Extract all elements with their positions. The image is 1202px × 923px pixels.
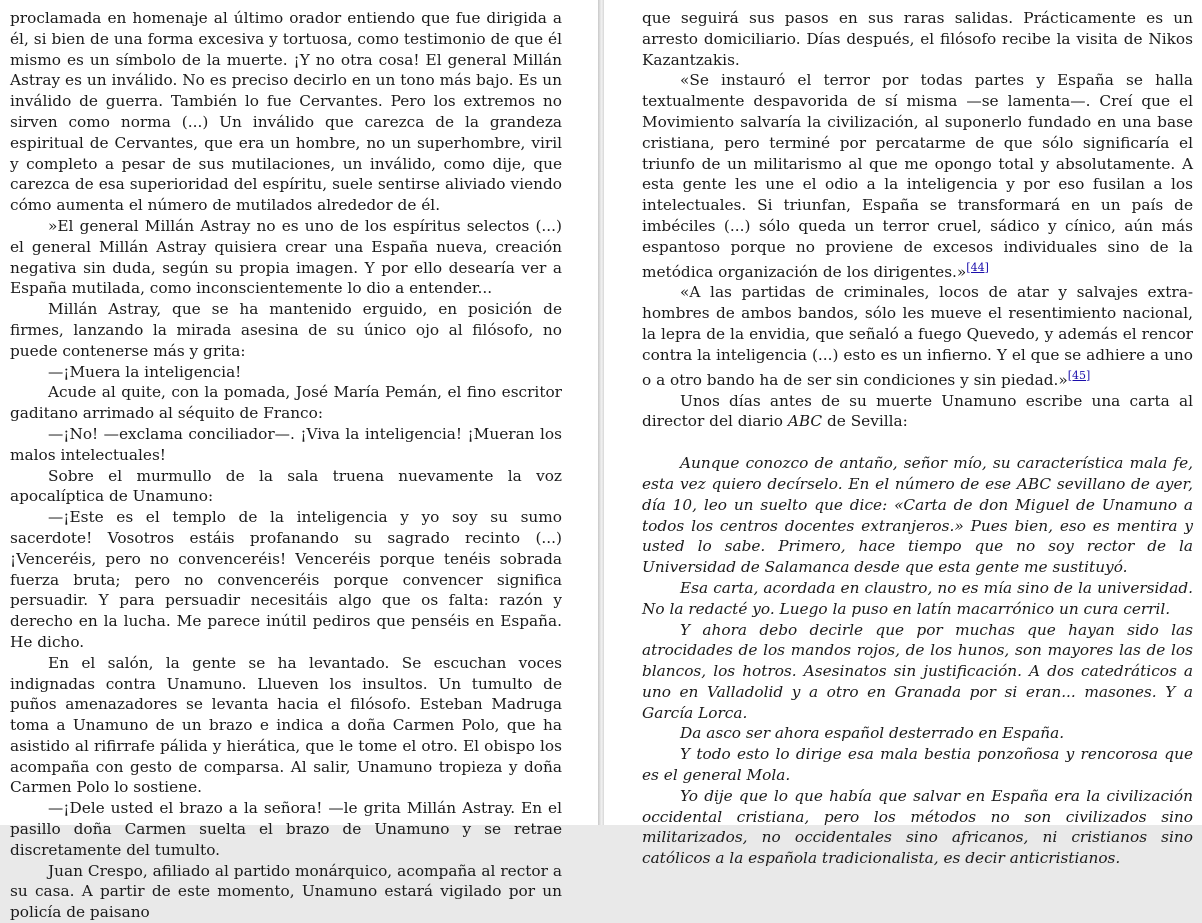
letter-paragraph: Y todo esto lo dirige esa mala bestia ponzoñosa y rencorosa que es el general Mola.	[642, 745, 1193, 785]
paragraph	[642, 282, 1193, 390]
paragraph: —¡No! —exclama conciliador—. ¡Viva la inteligencia! ¡Mueran los malos intelectuales!	[10, 424, 562, 464]
paragraph: Acude al quite, con la pomada, José María Pemán, el fino escritor gaditano arrimado al séquito de Franco:	[10, 383, 562, 423]
paragraph: que seguirá sus pasos en sus raras salidas. Prácticamente es un arresto domiciliario. Días después, el filósofo recibe la visita de Nikos Kazantzakis.	[642, 9, 1193, 69]
paragraph: —¡Este es el templo de la inteligencia y yo soy su sumo sacerdote! Vosotros estáis profanando su sagrado recinto (...) ¡Venceréis, pero no convenceréis! Venceréis porque tenéis sobrada fuerza bruta; pero no convenceréis porque convencer significa persuadir. Y para persuadir necesitáis algo que os falta: razón y derecho en la lucha. Me parece inútil pediros que penséis en España. He dicho.	[10, 508, 562, 651]
paragraph	[642, 70, 1193, 282]
paragraph: proclamada en homenaje al último orador entiendo que fue dirigida a él, si bien de una forma excesiva y tortuosa, como testimonio de que él mismo es un símbolo de la muerte. ¡Y no otra cosa! El general Millán Astray es un inválido. No es preciso decirlo en un tono más bajo. Es un inválido de guerra. También lo fue Cervantes. Pero los extremos no sirven como norma (...) Un inválido que carezca de la grandeza espiritual de Cervantes, que era un hombre, no un superhombre, viril y completo a pesar de sus mutilaciones, un inválido, como dije, que carezca de esa superioridad del espíritu, suele sentirse aliviado viendo cómo aumenta el número de mutilados alrededor de él.	[10, 9, 562, 215]
paragraph: »El general Millán Astray no es uno de los espíritus selectos (...) el general Millán Astray quisiera crear una España nueva, creación negativa sin duda, según su propia imagen. Y por ello desearía ver a España mutilada, como inconscientemente lo dio a entender...	[10, 216, 562, 298]
left-page	[0, 0, 598, 922]
letter-paragraph: Yo dije que lo que había que salvar en España era la civilización occidental cristiana, pero los métodos no son civilizados sino militarizados, no occidentales sino africanos, ni cristianos sino católicos a la española tradicionalista, es decir anticristianos.	[642, 786, 1193, 868]
newspaper-name: ABC	[787, 412, 823, 431]
letter-paragraph: Da asco ser ahora español desterrado en España.	[680, 724, 1065, 743]
paragraph: Millán Astray, que se ha mantenido erguido, en posición de firmes, lanzando la mirada asesina de su único ojo al filósofo, no puede contenerse más y grita:	[10, 300, 562, 360]
right-page	[604, 0, 1202, 868]
paragraph: Juan Crespo, afiliado al partido monárquico, acompaña al rector a su casa. A partir de este momento, Unamuno estará vigilado por un policía de paisano	[10, 861, 562, 922]
paragraph	[642, 391, 1193, 433]
footnote-link-44[interactable]: [44]	[966, 260, 989, 274]
letter-paragraph: Esa carta, acordada en claustro, no es mía sino de la universidad. No la redacté yo. Luego la puso en latín macarrónico un cura cerril.	[642, 578, 1193, 618]
letter-paragraph: Y ahora debo decirle que por muchas que hayan sido las atrocidades de los mandos rojos, de los hunos, son mayores las de los blancos, los hotros. Asesinatos sin justificación. A dos catedráticos a uno en Valladolid y a otro en Granada por si eran... masones. Y a García Lorca.	[642, 620, 1193, 722]
paragraph-text: «A las partidas de criminales, locos de atar y salvajes extra-hombres de ambos bandos, sólo les mueve el resentimiento nacional, la lepra de la envidia, que señaló a fuego Quevedo, y además el rencor contra la inteligencia (...) esto es un infierno. Y el que se adhiere a uno o a otro bando ha de ser sin condiciones y sin piedad.»	[642, 283, 1193, 389]
paragraph: Sobre el murmullo de la sala truena nuevamente la voz apocalíptica de Unamuno:	[10, 466, 562, 506]
paragraph-text: de Sevilla:	[822, 412, 908, 431]
paragraph-text: Unos días antes de su muerte Unamuno escribe una carta al director del diario	[642, 391, 1193, 431]
paragraph: En el salón, la gente se ha levantado. Se escuchan voces indignadas contra Unamuno. Llueven los insultos. Un tumulto de puños amenazadores se levanta hacia el filósofo. Esteban Madruga toma a Unamuno de un brazo e indica a doña Carmen Polo, que ha asistido al rifirrafe pálida y hierática, que le tome el otro. El obispo los acompaña con gesto de comparsa. Al salir, Unamuno tropieza y doña Carmen Polo lo sostiene.	[10, 653, 562, 797]
paragraph: —¡Muera la inteligencia!	[48, 362, 242, 381]
paragraph: —¡Dele usted el brazo a la señora! —le grita Millán Astray. En el pasillo doña Carmen suelta el brazo de Unamuno y se retrae discretamente del tumulto.	[10, 799, 562, 859]
footnote-link-45[interactable]: [45]	[1067, 368, 1091, 382]
paragraph-text: «Se instauró el terror por todas partes y España se halla textualmente despavorida de sí misma —se lamenta—. Creí que el Movimiento salvaría la civilización, al suponerlo fundado en una base cristiana, pero terminé por percatarme de que sólo significaría el triunfo de un militarismo al que me opongo total y absolutamente. A esta gente les une el odio a la inteligencia y por eso fusilan a los intelectuales. Si triunfan, España se transformará en un país de imbéciles (...) sólo queda un terror cruel, sádico y cínico, aún más espantoso porque no proviene de excesos individuales sino de la metódica organización de los dirigentes.»	[642, 71, 1193, 281]
letter-paragraph: Aunque conozco de antaño, señor mío, su característica mala fe, esta vez quiero decírselo. En el número de ese ABC sevillano de ayer, día 10, leo un suelto que dice: «Carta de don Miguel de Unamuno a todos los centros docentes extranjeros.» Pues bien, eso es mentira y usted lo sabe. Primero, hace tiempo que no soy rector de la Universidad de Salamanca desde que esta gente me sustituyó.	[642, 454, 1193, 577]
